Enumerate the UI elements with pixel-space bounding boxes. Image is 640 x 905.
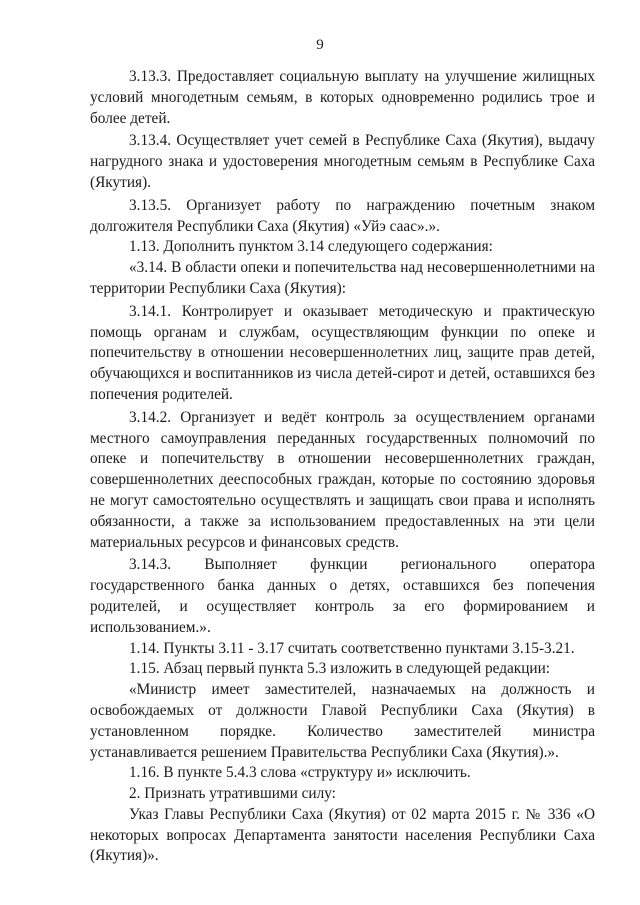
paragraph-3-14-1: 3.14.1. Контролирует и оказывает методическую и практическую помощь органам и службам, осуществляющим функции по опеке и попечительству в отношении несовершеннолетних лиц, защите прав детей, обучающихся и воспитанников из числа детей-сирот и детей, оставшихся без попечения родителей. (90, 302, 596, 403)
paragraph-minister-quote: «Министр имеет заместителей, назначаемых на должность и освобождаемых от должности Главой Республики Саха (Якутия) в установленном порядке. Количество заместителей министра устанавливается решением Правительства Республики Саха (Якутия).». (90, 681, 595, 761)
paragraph-3-14: «3.14. В области опеки и попечительства над несовершеннолетними на территории Республики Саха (Якутия): (90, 259, 595, 297)
paragraph-1-14: 1.14. Пункты 3.11 - 3.17 считать соответственно пунктами 3.15-3.21. (129, 639, 575, 657)
paragraph-3-14-2: 3.14.2. Организует и ведёт контроль за осуществлением органами местного самоуправления переданных государственных полномочий по опеке и попечительству в отношении несовершеннолетних граждан, совершеннолетних дееспособных граждан, которые по состоянию здоровья не могут самостоятельно осуществлять и защищать свои права и исполнять обязанности, а также за использованием предоставленных на эти цели материальных ресурсов и финансовых средств. (90, 408, 595, 551)
paragraph-1-13: 1.13. Дополнить пунктом 3.14 следующего содержания: (129, 238, 493, 256)
paragraph-3-13-5: 3.13.5. Организует работу по награждению почетным знаком долгожителя Республики Саха (Якутия) «Уйэ саас».». (90, 196, 595, 235)
paragraph-3-13-3: 3.13.3. Предоставляет социальную выплату на улучшение жилищных условий многодетным семьям, в которых одновременно родились трое и более детей. (90, 68, 595, 127)
paragraph-1-15: 1.15. Абзац первый пункта 5.3 изложить в следующей редакции: (129, 660, 551, 678)
paragraph-3-14-3: 3.14.3. Выполняет функции регионального оператора государственного банка данных о детях, оставшихся без попечения родителей, и осуществляет контроль за его формированием и использованием.». (90, 556, 595, 636)
document-body (90, 67, 595, 867)
paragraph-2: 2. Признать утратившими силу: (129, 785, 336, 803)
page-number: 9 (316, 37, 324, 53)
paragraph-decree-reference: Указ Главы Республики Саха (Якутия) от 02 марта 2015 г. № 336 «О некоторых вопросах Департамента занятости населения Республики Саха (Якутия)». (90, 805, 595, 865)
paragraph-3-13-4: 3.13.4. Осуществляет учет семей в Республике Саха (Якутия), выдачу нагрудного знака и удостоверения многодетным семьям в Республике Саха (Якутия). (90, 132, 595, 191)
paragraph-1-16: 1.16. В пункте 5.4.3 слова «структуру и» исключить. (129, 764, 471, 782)
